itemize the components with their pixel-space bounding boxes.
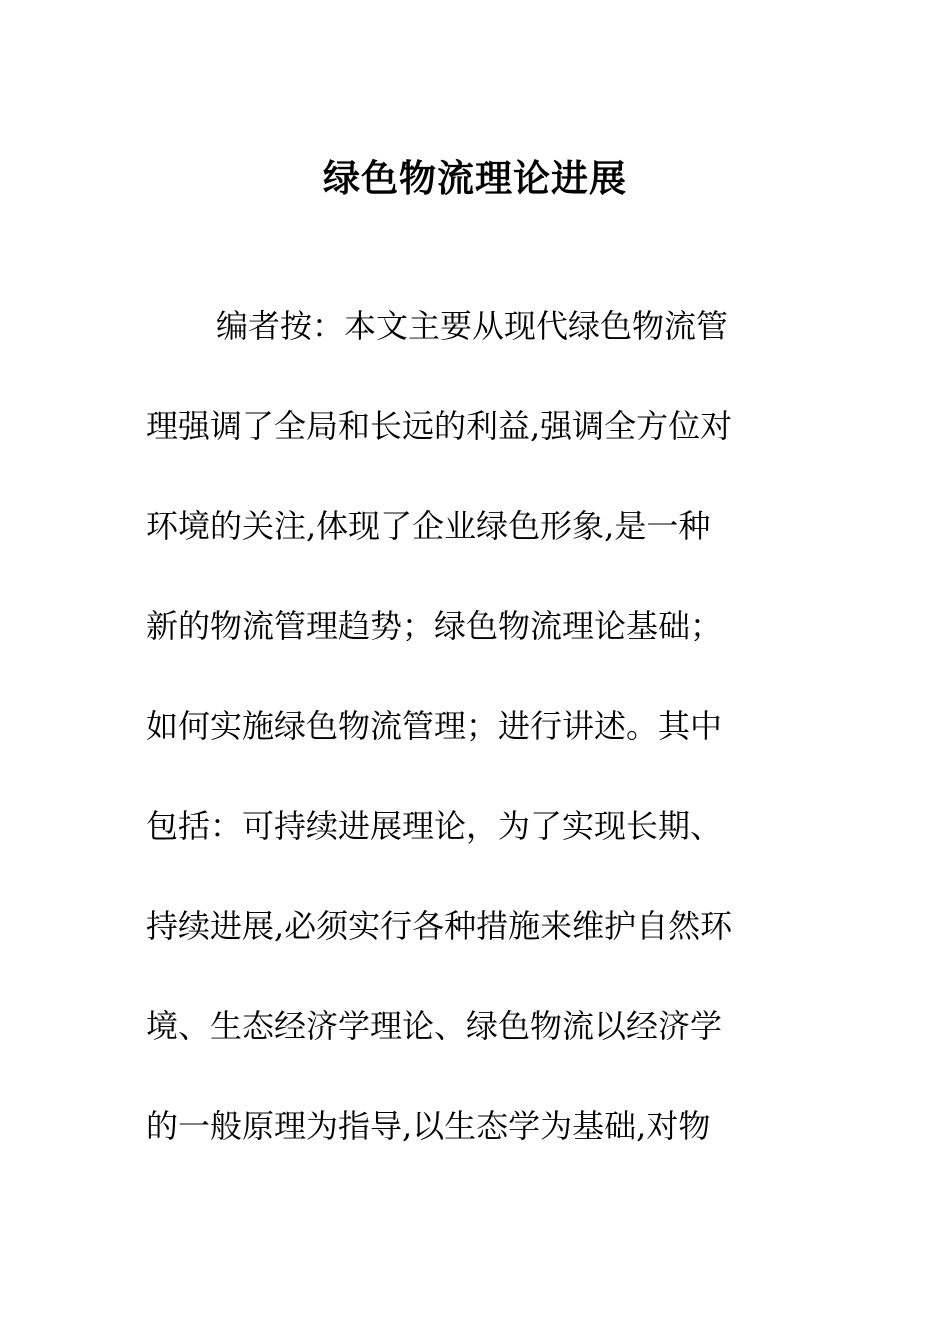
text-line: 境、生态经济学理论、绿色物流以经济学 [146, 1007, 723, 1045]
text-line: 包括：可持续进展理论，为了实现长期、 [146, 807, 723, 845]
document-body [146, 296, 806, 1196]
text-line: 环境的关注,体现了企业绿色形象,是一种 [146, 507, 711, 545]
text-line: 理强调了全局和长远的利益,强调全方位对 [146, 407, 733, 445]
document-title: 绿色物流理论进展 [323, 155, 627, 200]
text-line: 的一般原理为指导,以生态学为基础,对物 [146, 1107, 711, 1145]
text-line: 持续进展,必须实行各种措施来维护自然环 [146, 907, 733, 945]
text-line: 编者按：本文主要从现代绿色物流管 [216, 307, 729, 345]
text-line: 新的物流管理趋势；绿色物流理论基础； [146, 607, 723, 645]
text-line: 如何实施绿色物流管理；进行讲述。其中 [146, 707, 723, 745]
